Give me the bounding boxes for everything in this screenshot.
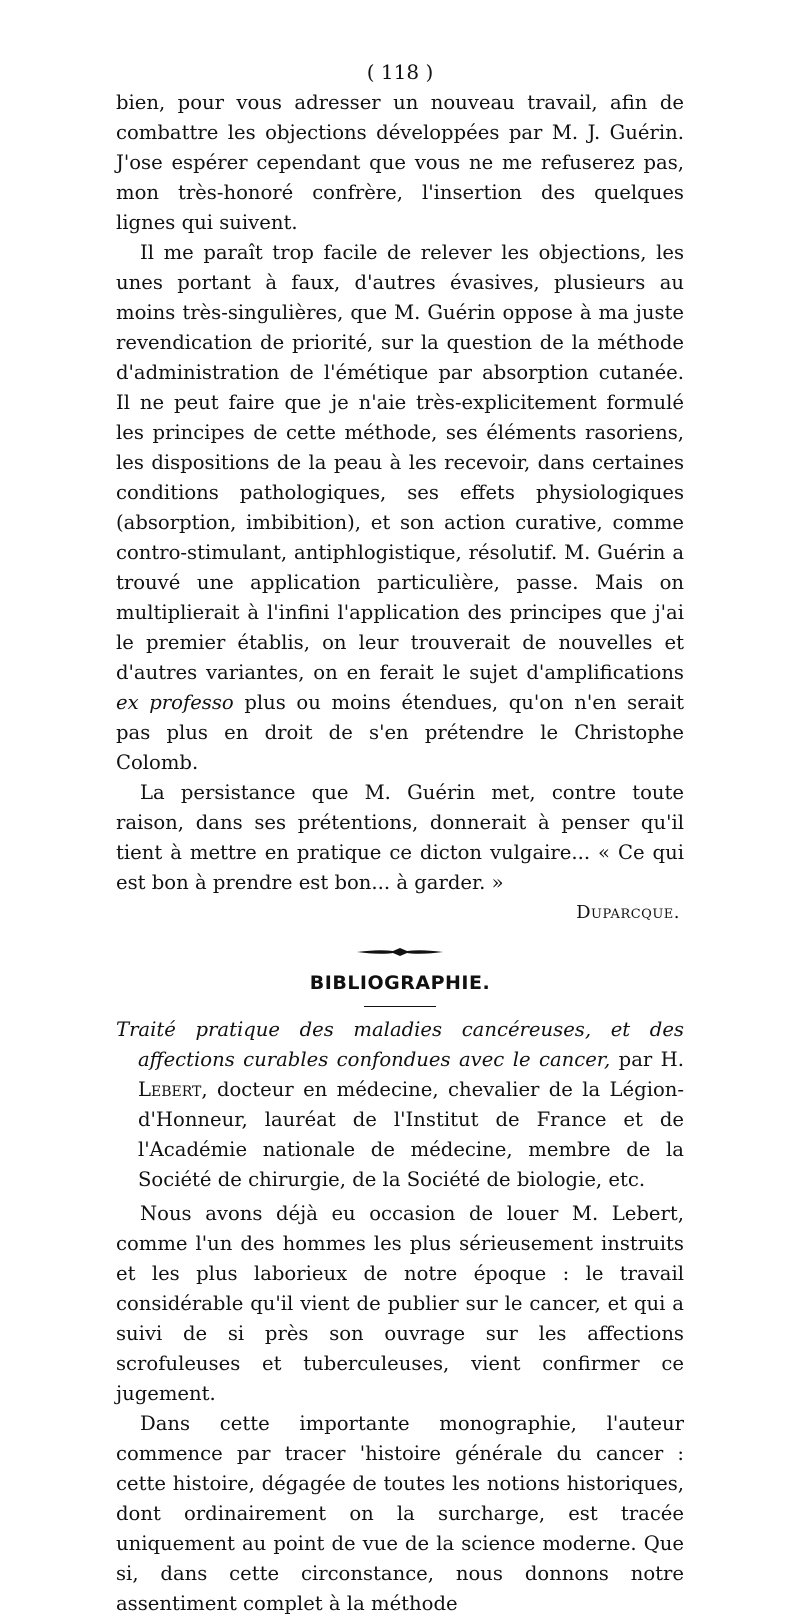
section-heading: BIBLIOGRAPHIE. <box>309 972 491 994</box>
ornament-rule-icon <box>355 946 445 958</box>
review-paragraph-2 <box>116 1409 684 1619</box>
letter-signature: Duparcque. <box>576 902 680 923</box>
review-paragraph-1 <box>116 1199 684 1409</box>
letter-paragraph-1 <box>116 88 684 238</box>
review-author-name: Lebert <box>138 1078 202 1101</box>
letter-paragraph-3 <box>116 778 684 898</box>
review-book-title: Traité pratique des maladies cancéreuses, et des affections curables confondues avec le cancer, <box>116 1018 684 1071</box>
letter-paragraph-2 <box>116 238 684 778</box>
letter-paragraph-2-text-b: plus ou moins étendues, qu'on n'en serait pas plus en droit de s'en prétendre le Christophe Colomb. <box>116 691 684 774</box>
latin-phrase: ex professo <box>116 691 234 714</box>
letter-paragraph-1-text: bien, pour vous adresser un nouveau travail, afin de combattre les objections développées par M. J. Guérin. J'ose espérer cependant que vous ne me refuserez pas, mon très-honoré confrère, l'insertion des quelques lignes qui suivent. <box>116 91 684 234</box>
letter-paragraph-2-text-a: Il me paraît trop facile de relever les objections, les unes portant à faux, d'autres évasives, plusieurs au moins très-singulières, que M. Guérin oppose à ma juste revendication de priorité, sur la question de la méthode d'administration de l'émétique par absorption cutanée. Il ne peut faire que je n'aie très-explicitement formulé les principes de cette méthode, ses éléments rasoriens, les dispositions de la peau à les recevoir, dans certaines conditions pathologiques, ses effets physiologiques (absorption, imbibition), et son action curative, comme contro-stimulant, antiphlogistique, résolutif. M. Guérin a trouvé une application particulière, passe. Mais on multiplierait à l'infini l'application des principes que j'ai le premier établis, on leur trouverait de nouvelles et d'autres variantes, on en ferait le sujet d'amplifications <box>116 241 684 684</box>
review-paragraph-2-text: Dans cette importante monographie, l'auteur commence par tracer 'histoire générale du cancer : cette histoire, dégagée de toutes les notions historiques, dont ordinairement on la surcharge, est tracée uniquement au point de vue de la science moderne. Que si, dans cette circonstance, nous donnons notre assentiment complet à la méthode <box>116 1412 684 1615</box>
page-number: ( 118 ) <box>366 60 434 84</box>
letter-paragraph-3-text: La persistance que M. Guérin met, contre toute raison, dans ses prétentions, donnerait à penser qu'il tient à mettre en pratique ce dicton vulgaire... « Ce qui est bon à prendre est bon... à garder. » <box>116 781 684 894</box>
section-divider-ornament <box>116 938 684 966</box>
review-book-entry <box>116 1015 684 1195</box>
heading-underline-rule <box>364 1006 436 1007</box>
review-paragraph-1-text: Nous avons déjà eu occasion de louer M. Lebert, comme l'un des hommes les plus sérieusement instruits et les plus laborieux de notre époque : le travail considérable qu'il vient de publier sur le cancer, et qui a suivi de si près son ouvrage sur les affections scrofuleuses et tuberculeuses, vient confirmer ce jugement. <box>116 1202 684 1405</box>
review-author-prefix: par H. <box>610 1048 684 1071</box>
review-author-credentials: , docteur en médecine, chevalier de la Légion-d'Honneur, lauréat de l'Institut de France et de l'Académie nationale de médecine, membre de la Société de chirurgie, de la Société de biologie, etc. <box>138 1078 684 1191</box>
